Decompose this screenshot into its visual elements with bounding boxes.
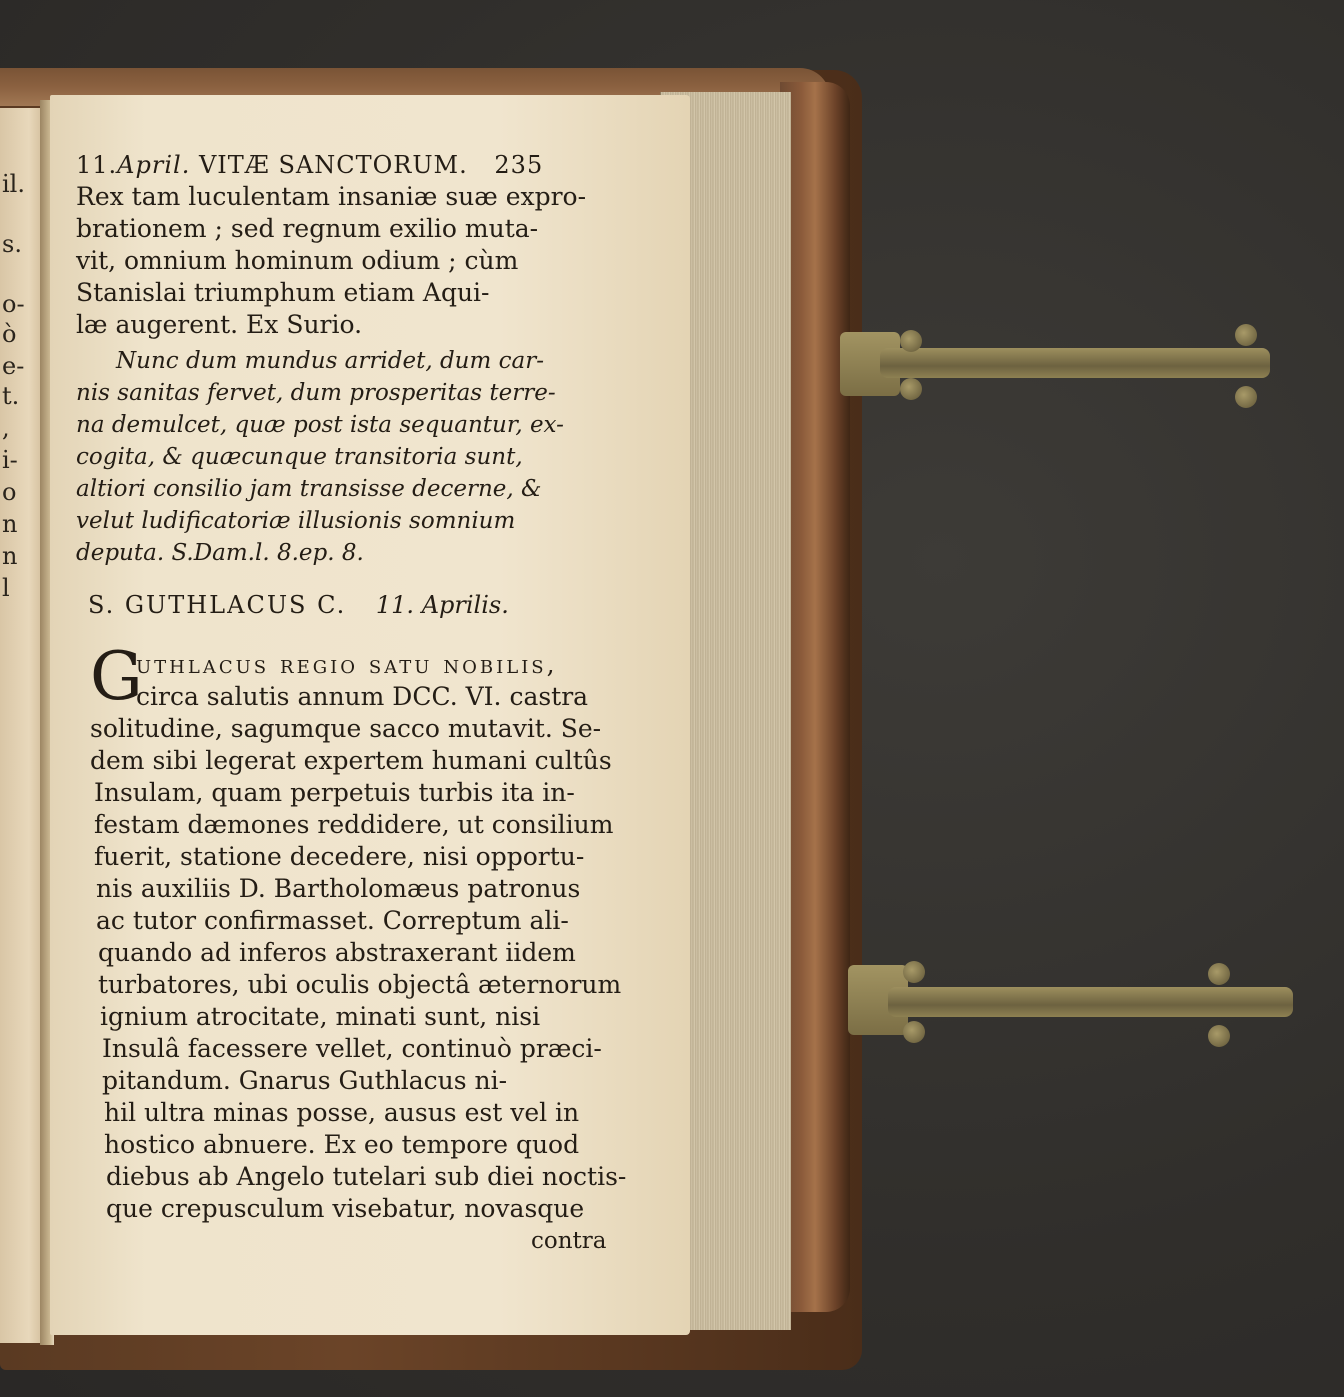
section-title: S. GUTHLACUS C. — [88, 591, 347, 619]
left-page-fragment: ò — [2, 320, 17, 348]
section-heading — [88, 590, 509, 620]
meditation-line: Nunc dum mundus arridet, dum car- — [116, 348, 544, 374]
upper-clasp-knob — [1235, 324, 1257, 346]
body-line: que crepusculum visebatur, novasque — [106, 1194, 585, 1223]
running-head-month: April. — [117, 151, 191, 179]
running-head-title: VITÆ SANCTORUM. — [198, 151, 468, 179]
text-line: brationem ; sed regnum exilio muta- — [76, 214, 539, 243]
left-page-fragment: il. — [2, 170, 25, 198]
left-page-fragment: s. — [2, 230, 22, 258]
lower-clasp-knob — [1208, 963, 1230, 985]
page-number: 235 — [494, 151, 544, 179]
body-line: fuerit, statione decedere, nisi opportu- — [94, 842, 585, 871]
upper-clasp-knob — [900, 378, 922, 400]
left-page-fragment: , — [2, 414, 10, 442]
body-line: Insulam, quam perpetuis turbis ita in- — [94, 778, 575, 807]
catchword: contra — [531, 1228, 607, 1254]
body-line: ignium atrocitate, minati sunt, nisi — [100, 1002, 541, 1031]
lower-clasp-knob — [1208, 1025, 1230, 1047]
running-head-date: 11. — [76, 151, 118, 179]
running-head — [76, 150, 543, 180]
left-page-fragment: t. — [2, 382, 20, 410]
body-line: hostico abnuere. Ex eo tempore quod — [104, 1130, 580, 1159]
left-page-fragment: e- — [2, 352, 25, 380]
body-line: hil ultra minas posse, ausus est vel in — [104, 1098, 580, 1127]
meditation-line: deputa. S.Dam.l. 8.ep. 8. — [76, 540, 364, 566]
meditation-line: velut ludificatoriæ illusionis somnium — [76, 508, 516, 534]
text-line: Rex tam luculentam insaniæ suæ expro- — [76, 182, 587, 211]
upper-clasp-knob — [900, 330, 922, 352]
upper-clasp-knob — [1235, 386, 1257, 408]
text-line: Stanislai triumphum etiam Aqui- — [76, 278, 490, 307]
upper-clasp — [840, 310, 1280, 420]
meditation-line: cogita, & quæcunque transitoria sunt, — [76, 444, 523, 470]
body-line: diebus ab Angelo tutelari sub diei noctis- — [106, 1162, 627, 1191]
left-page-fragment: n — [2, 542, 18, 570]
body-line: circa salutis annum DCC. VI. castra — [136, 682, 589, 711]
left-page-fragment: n — [2, 510, 18, 538]
text-line: læ augerent. Ex Surio. — [76, 310, 363, 339]
meditation-line: nis sanitas fervet, dum prosperitas terre- — [76, 380, 556, 406]
body-line: Insulâ facessere vellet, continuò præci- — [102, 1034, 602, 1063]
body-line: dem sibi legerat expertem humani cultûs — [90, 746, 612, 775]
left-page-fragment: l — [2, 574, 10, 602]
upper-clasp-bar — [880, 348, 1270, 378]
lower-clasp-bar — [888, 987, 1293, 1017]
drop-cap: G — [90, 638, 143, 715]
meditation-line: na demulcet, quæ post ista sequantur, ex- — [76, 412, 564, 438]
body-line: festam dæmones reddidere, ut consilium — [94, 810, 614, 839]
lower-clasp — [848, 935, 1308, 1065]
meditation-line: altiori consilio jam transisse decerne, & — [76, 476, 542, 502]
left-page-fragment: i- — [2, 446, 18, 474]
left-page-fragment: o — [2, 478, 17, 506]
body-line: nis auxiliis D. Bartholomæus patronus — [96, 874, 581, 903]
lower-clasp-knob — [903, 1021, 925, 1043]
body-line: solitudine, sagumque sacco mutavit. Se- — [90, 714, 602, 743]
body-line: turbatores, ubi oculis objectâ æternorum — [98, 970, 622, 999]
body-line: pitandum. Gnarus Guthlacus ni- — [102, 1066, 508, 1095]
body-line: ac tutor confirmasset. Correptum ali- — [96, 906, 569, 935]
section-date: 11. Aprilis. — [375, 591, 509, 619]
text-line: vit, omnium hominum odium ; cùm — [76, 246, 519, 275]
body-line: quando ad inferos abstraxerant iidem — [98, 938, 576, 967]
lower-clasp-knob — [903, 961, 925, 983]
body-line: uthlacus regio satu nobilis, — [136, 650, 558, 679]
left-page-fragment: o- — [2, 290, 25, 318]
